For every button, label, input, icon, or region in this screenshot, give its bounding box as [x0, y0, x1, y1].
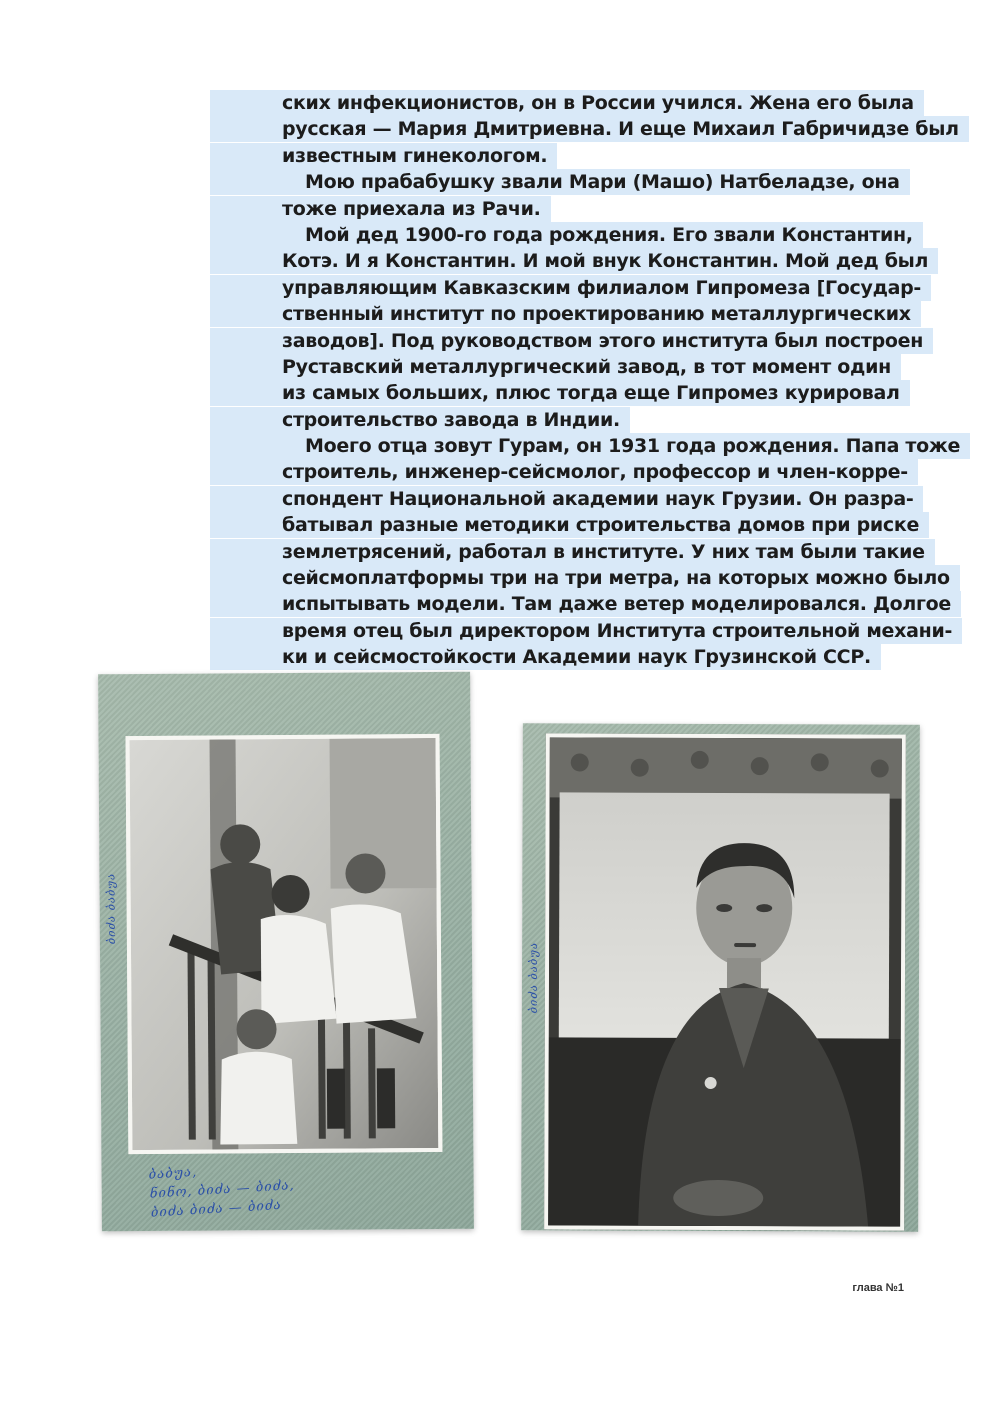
text-line: из самых больших, плюс тогда еще Гипромез курировал: [210, 380, 900, 406]
article-body: [210, 90, 961, 671]
text-line: батывал разные методики строительства домов при риске: [210, 512, 900, 538]
text-line: время отец был директором Института строительной механи-: [210, 618, 900, 644]
text-line: Руставский металлургический завод, в тот момент один: [210, 354, 900, 380]
photo-children: [125, 734, 442, 1154]
photo-portrait: [544, 733, 906, 1230]
paragraph-start: Мой дед 1900-го года рождения. Его звали Константин,: [210, 222, 900, 248]
text-line: строительство завода в Индии.: [210, 407, 900, 433]
handwritten-caption: [148, 1157, 296, 1223]
text-line: спондент Национальной академии наук Грузии. Он разра-: [210, 486, 900, 512]
text-line: ственный институт по проектированию металлургических: [210, 301, 900, 327]
text-line: испытывать модели. Там даже ветер моделировался. Долгое: [210, 591, 900, 617]
text-line: землетрясений, работал в институте. У них там были такие: [210, 539, 900, 565]
photo-card-portrait: [521, 723, 920, 1231]
photo-card-children: [98, 672, 474, 1232]
text-line: русская — Мария Дмитриевна. И еще Михаил Габричидзе был: [210, 116, 900, 142]
text-line: сейсмоплатформы три на три метра, на которых можно было: [210, 565, 900, 591]
text-line: управляющим Кавказским филиалом Гипромеза [Государ-: [210, 275, 900, 301]
text-line: Котэ. И я Константин. И мой внук Константин. Мой дед был: [210, 248, 900, 274]
portrait-photo-image: [548, 737, 902, 1226]
handwritten-side-note: ბიძა ბაბუა: [526, 941, 541, 1014]
paragraph-start: Мою прабабушку звали Мари (Машо) Натбеладзе, она: [210, 169, 900, 195]
handwritten-line: ნინო, ბიძა — ბიძა,: [149, 1178, 296, 1202]
text-line: строитель, инженер-сейсмолог, профессор и член-корре-: [210, 459, 900, 485]
text-line: тоже приехала из Рачи.: [210, 196, 900, 222]
text-line: заводов]. Под руководством этого института был построен: [210, 328, 900, 354]
text-line: ских инфекционистов, он в России учился. Жена его была: [210, 90, 900, 116]
children-photo-image: [130, 738, 439, 1150]
handwritten-line: ბაბუა,: [148, 1164, 198, 1183]
text-line: ки и сейсмостойкости Академии наук Грузинской ССР.: [210, 644, 900, 670]
handwritten-side-note: ბიძა ბაბუა: [104, 872, 118, 945]
text-line: известным гинекологом.: [210, 143, 900, 169]
handwritten-line: ბიძა ბიძა — ბიძა: [150, 1197, 283, 1221]
chapter-footer: глава №1: [852, 1282, 904, 1294]
paragraph-start: Моего отца зовут Гурам, он 1931 года рождения. Папа тоже: [210, 433, 900, 459]
